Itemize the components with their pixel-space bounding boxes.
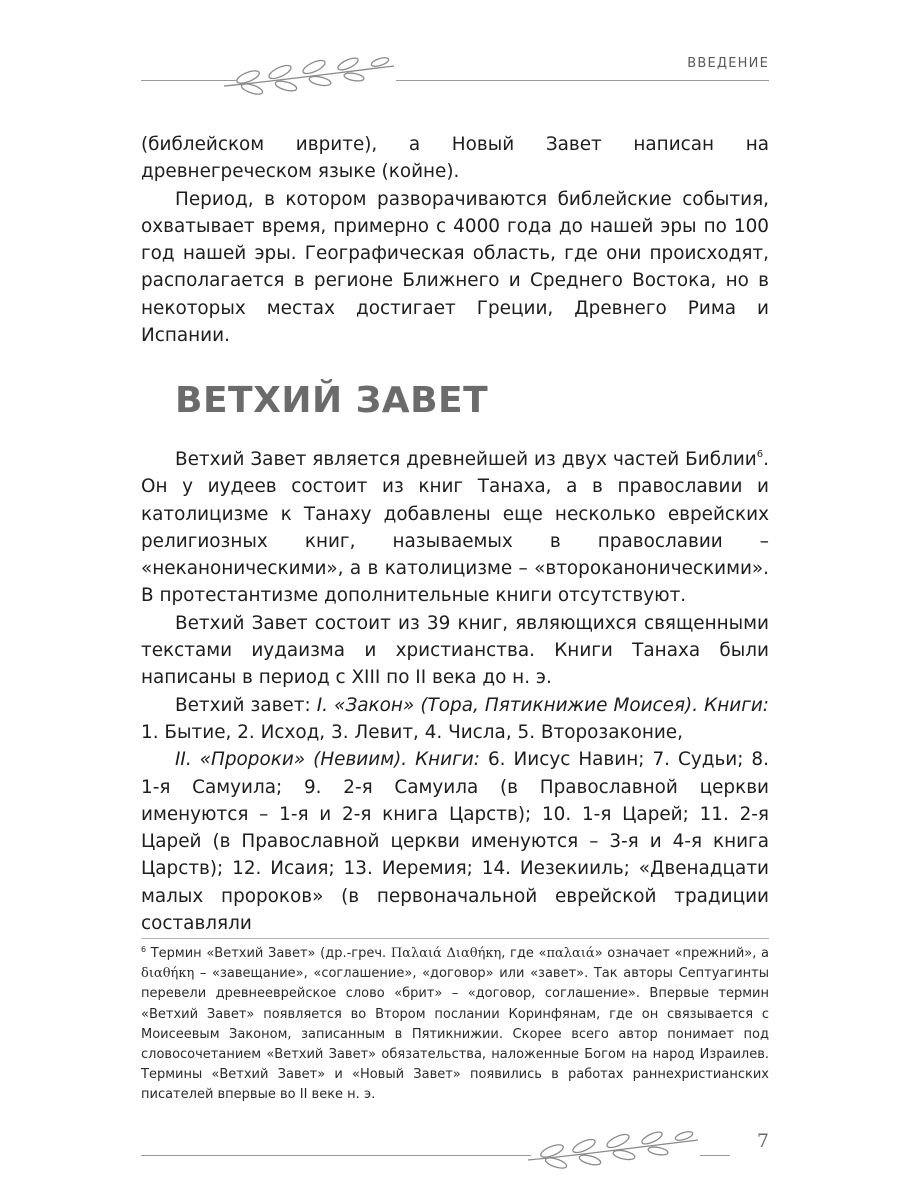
list-heading-prophets: II. «Пророки» (Невиим). Книги:: [175, 749, 480, 771]
list-lead: Ветхий завет:: [175, 694, 317, 716]
footnote-part: – «завещание», «соглашение», «договор» или «завет». Так авторы Септуагинты перевели древнееврейское слово «брит» – «договор, соглашение». Впервые термин «Ветхий Завет» появляется во Втором послании Коринфянам, где он связывается с Моисеевым Законом, записанным в Пятикнижии. Скорее всего автор понимает под словосочетанием «Ветхий Завет» обязательства, наложенные Богом на народ Израилев. Термины «Ветхий Завет» и «Новый Завет» появились в работах раннехристианских писателей впервые во II веке н. э.: [141, 966, 769, 1103]
footnote-part: » означает «прежний», а: [594, 946, 770, 961]
footer-rule-right: [700, 1155, 730, 1156]
footnote-part: Термин «Ветхий Завет» (др.-греч.: [146, 946, 391, 961]
paragraph: [141, 446, 769, 610]
paragraph: [141, 692, 769, 747]
footnote-rule: [141, 938, 769, 939]
paragraph: [141, 746, 769, 937]
laurel-branch-icon: [218, 56, 400, 96]
paragraph: Ветхий Завет состоит из 39 книг, являющихся священными текстами иудаизма и христианства. Книги Танаха были написаны в период с XIII по II века до н. э.: [141, 612, 769, 689]
greek-term: διαθήκη: [141, 966, 195, 982]
footnote-marker: 6: [141, 945, 147, 954]
page-number: 7: [756, 1130, 769, 1152]
footnote: [141, 944, 769, 1106]
paragraph: (библейском иврите), а Новый Завет написан на древнегреческом языке (койне).: [141, 134, 769, 183]
footnote-text: [141, 944, 769, 1106]
section-text: [141, 446, 769, 937]
greek-term: Παλαιά Διαθήκη: [390, 946, 502, 961]
book-list: 6. Иисус Навин; 7. Судьи; 8. 1-я Самуила; 9. 2-я Самуила (в Православной церкви именуются – 1-я и 2-я книга Царств); 10. 1-я Царей; 11. 2-я Царей (в Православной церкви именуются – 3-я и 4-я книга Царств); 12. Исаия; 13. Иеремия; 14. Иезекииль; «Двенадцати малых пророков» (в первоначальной еврейской традиции составляли: [141, 749, 769, 935]
footer-rule-left: [141, 1155, 531, 1156]
paragraph-text: . Он у иудеев состоит из книг Танаха, а в православии и католицизме к Танаху добавлены еще несколько еврейских религиозных книг, называемых в православии – «неканоническими», а в католицизме – «второканоническими». В протестантизме дополнительные книги отсутствуют.: [141, 449, 769, 607]
footnote-part: , где «: [501, 946, 547, 961]
footnote-reference[interactable]: 6: [756, 449, 764, 460]
laurel-branch-icon: [522, 1130, 704, 1170]
paragraph-text: Ветхий Завет является древнейшей из двух частей Библии: [175, 449, 757, 470]
section-title: ВЕТХИЙ ЗАВЕТ: [175, 380, 489, 421]
greek-term: παλαιά: [546, 946, 595, 961]
list-heading-law: I. «Закон» (Тора, Пятикнижие Моисея). Книги:: [316, 694, 770, 716]
running-head: ВВЕДЕНИЕ: [687, 56, 769, 71]
paragraph: Период, в котором разворачиваются библейские события, охватывает время, примерно с 4000 года до нашей эры по 100 год нашей эры. Географическая область, где они происходят, располагается в регионе Ближнего и Среднего Востока, но в некоторых местах достигает Греции, Древнего Рима и Испании.: [141, 188, 769, 347]
book-list: 1. Бытие, 2. Исход, 3. Левит, 4. Числа, 5. Второзаконие,: [141, 721, 683, 743]
header-rule-right: [396, 80, 769, 81]
intro-text: [141, 131, 769, 349]
